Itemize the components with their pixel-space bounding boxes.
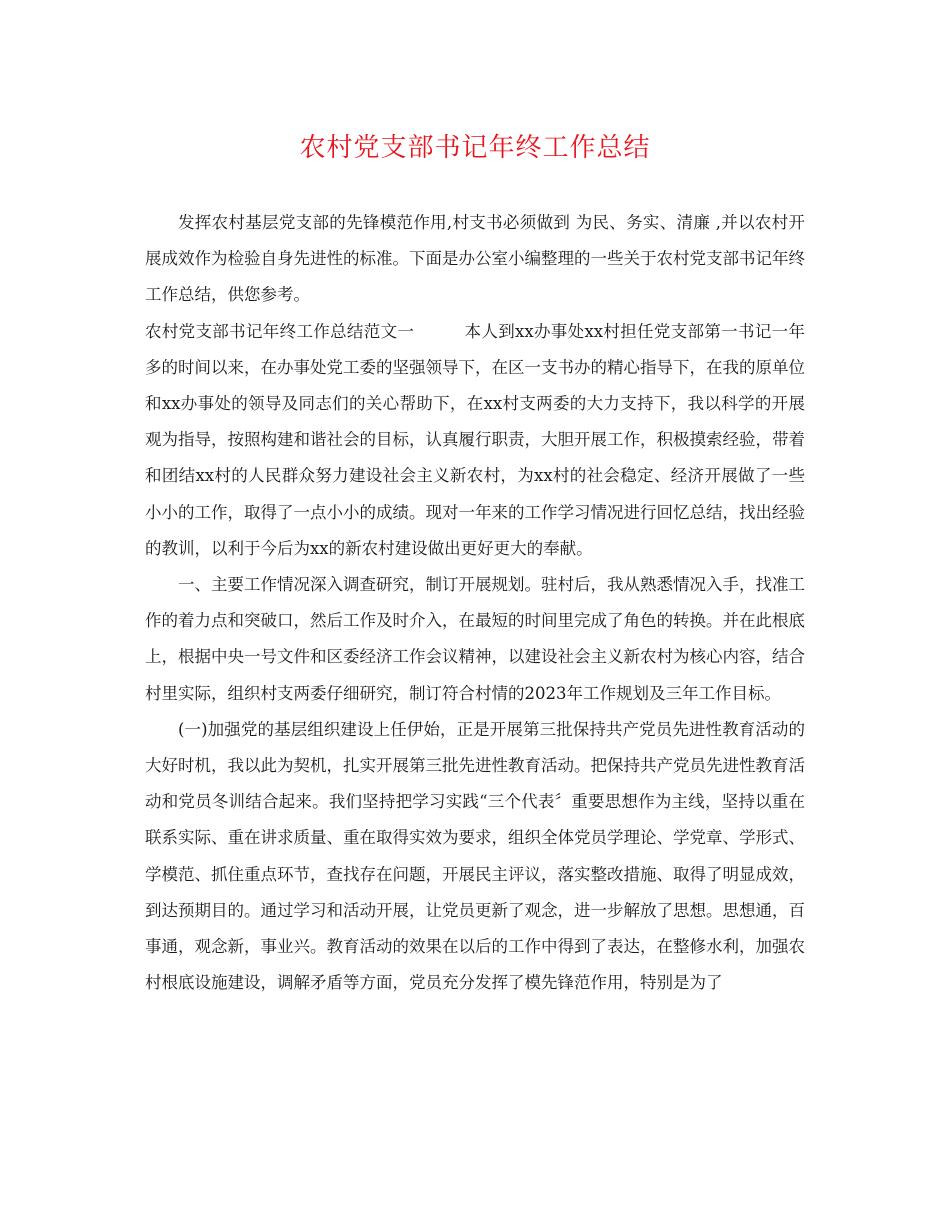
sample-label: 农村党支部书记年终工作总结范文一 (145, 321, 415, 341)
intro-paragraph: 发挥农村基层党支部的先锋模范作用,村支书必须做到 为民、务实、清廉 ,并以农村开展成效作为检验自身先进性的标准。下面是办公室小编整理的一些关于农村党支部书记年终工作总结，供您参考。 (145, 213, 805, 305)
document-title: 农村党支部书记年终工作总结 (299, 133, 651, 163)
sample-body: 本人到xx办事处xx村担任党支部第一书记一年多的时间以来，在办事处党工委的坚强领导下，在区一支书办的精心指导下，在我的原单位和xx办事处的领导及同志们的关心帮助下，在xx村支两委的大力支持下，我以科学的开展观为指导，按照构建和谐社会的目标，认真履行职责，大胆开展工作，积极摸索经验，带着和团结xx村的人民群众努力建设社会主义新农村，为xx村的社会稳定、经济开展做了一些小小的工作，取得了一点小小的成绩。现对一年来的工作学习情况进行回忆总结，找出经验的教训，以利于今后为xx的新农村建设做出更好更大的奉献。 (145, 321, 805, 558)
section-2-paragraph: (一)加强党的基层组织建设上任伊始，正是开展第三批保持共产党员先进性教育活动的大好时机，我以此为契机，扎实开展第三批先进性教育活动。把保持共产党员先进性教育活动和党员冬训结合起来。我们坚持把学习实践“三个代表〞重要思想作为主线，坚持以重在联系实际、重在讲求质量、重在取得实效为要求，组织全体党员学理论、学党章、学形式、学模范、抓住重点环节，查找存在问题，开展民主评议，落实整改措施、取得了明显成效，到达预期目的。通过学习和活动开展，让党员更新了观念，进一步解放了思想。思想通，百事通，观念新，事业兴。教育活动的效果在以后的工作中得到了表达，在整修水利，加强农村根底设施建设，调解矛盾等方面，党员充分发挥了模先锋范作用，特别是为了 (145, 719, 805, 993)
sample-paragraph (145, 314, 805, 567)
section-1-paragraph: 一、主要工作情况深入调查研究，制订开展规划。驻村后，我从熟悉情况入手，找准工作的着力点和突破口，然后工作及时介入，在最短的时间里完成了角色的转换。并在此根底上，根据中央一号文件和区委经济工作会议精神，以建设社会主义新农村为核心内容，结合村里实际，组织村支两委仔细研究，制订符合村情的2023年工作规划及三年工作目标。 (145, 575, 805, 703)
document-body (145, 205, 805, 1001)
